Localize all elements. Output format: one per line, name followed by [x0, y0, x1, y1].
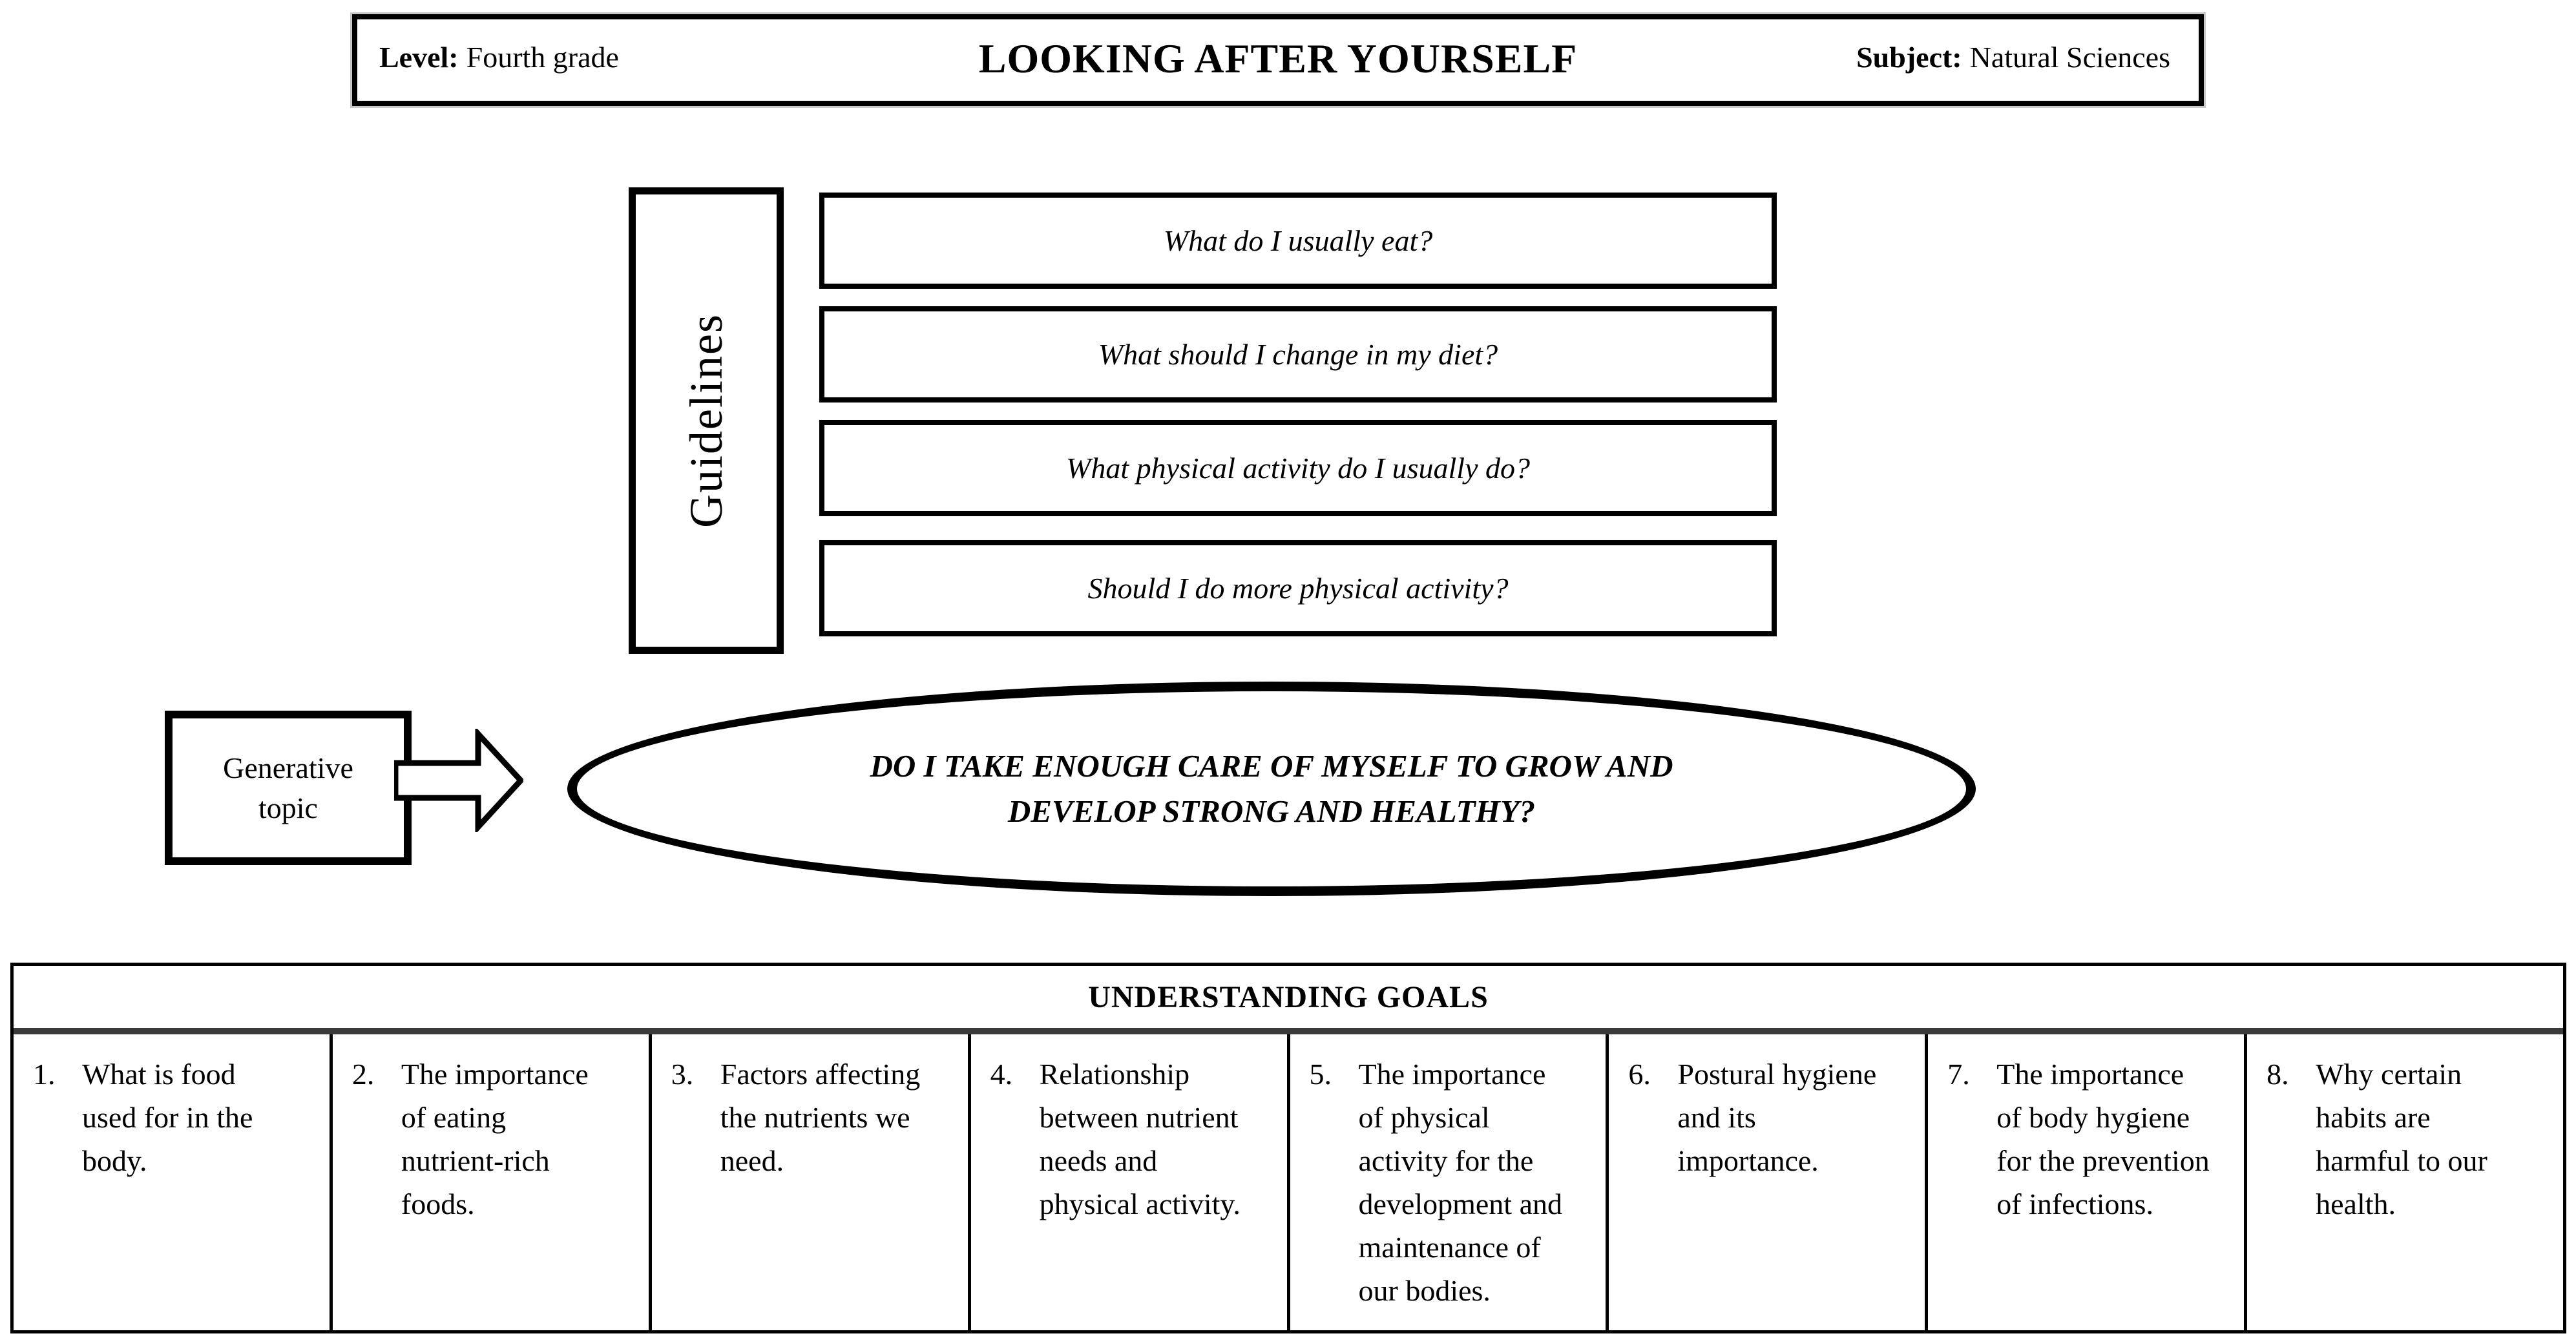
level-value: Fourth grade	[466, 41, 619, 74]
goal-cell-3	[649, 1034, 968, 1330]
goal-1-number: 1.	[33, 1058, 56, 1091]
goal-cell-1	[14, 1034, 330, 1330]
goal-cell-4	[968, 1034, 1287, 1330]
goal-7-number: 7.	[1947, 1058, 1970, 1091]
goals-table-title: UNDERSTANDING GOALS	[14, 966, 2563, 1034]
goal-4-number: 4.	[990, 1058, 1013, 1091]
guideline-question-2-text: What should I change in my diet?	[1098, 338, 1498, 371]
subject-label: Subject:	[1856, 41, 1962, 74]
generative-topic-ellipse	[567, 682, 1976, 896]
goal-6-text: Postural hygiene and its importance.	[1677, 1058, 1877, 1177]
guideline-question-1-text: What do I usually eat?	[1163, 224, 1433, 257]
goal-4-text: Relationship between nutrient needs and physical activity.	[1039, 1058, 1241, 1220]
goal-1-text: What is food used for in the body.	[82, 1058, 253, 1177]
header-box	[352, 14, 2204, 106]
level-label: Level:	[379, 41, 459, 74]
goal-cell-5	[1287, 1034, 1606, 1330]
generative-topic-question-line2: DEVELOP STRONG AND HEALTHY?	[1007, 793, 1536, 829]
goal-3-number: 3.	[671, 1058, 694, 1091]
goals-table-row	[14, 1034, 2563, 1330]
goal-5-text: The importance of physical activity for the development and maintenance of our bodies.	[1358, 1058, 1563, 1307]
generative-topic-label-line2: topic	[258, 791, 318, 824]
subject-field	[1856, 40, 2170, 74]
goal-cell-8	[2244, 1034, 2563, 1330]
guideline-question-3-text: What physical activity do I usually do?	[1066, 452, 1530, 485]
goal-8-text: Why certain habits are harmful to our health.	[2316, 1058, 2487, 1220]
generative-topic-label-line1: Generative	[223, 751, 353, 784]
goal-6-number: 6.	[1628, 1058, 1651, 1091]
guideline-question-2	[819, 306, 1777, 402]
guideline-question-3	[819, 420, 1777, 516]
guideline-question-4	[819, 540, 1777, 636]
goal-3-text: Factors affecting the nutrients we need.	[720, 1058, 921, 1177]
page-title: LOOKING AFTER YOURSELF	[978, 36, 1578, 81]
goal-8-number: 8.	[2267, 1058, 2289, 1091]
goal-7-text: The importance of body hygiene for the prevention of infections.	[1996, 1058, 2210, 1220]
guidelines-label-box	[629, 187, 784, 654]
guideline-question-1	[819, 193, 1777, 289]
guideline-question-4-text: Should I do more physical activity?	[1087, 572, 1509, 605]
understanding-goals-table	[10, 963, 2566, 1333]
generative-topic-question-line1: DO I TAKE ENOUGH CARE OF MYSELF TO GROW AND	[870, 748, 1673, 784]
goal-2-number: 2.	[351, 1058, 375, 1091]
subject-value: Natural Sciences	[1969, 41, 2170, 74]
generative-topic-box	[165, 711, 412, 865]
goal-cell-6	[1606, 1034, 1925, 1330]
guidelines-label: Guidelines	[680, 313, 732, 528]
right-block-arrow-icon	[394, 729, 523, 832]
goal-cell-7	[1925, 1034, 2244, 1330]
goal-2-text: The importance of eating nutrient-rich foods.	[401, 1058, 589, 1220]
goal-5-number: 5.	[1309, 1058, 1332, 1091]
goal-cell-2	[330, 1034, 649, 1330]
